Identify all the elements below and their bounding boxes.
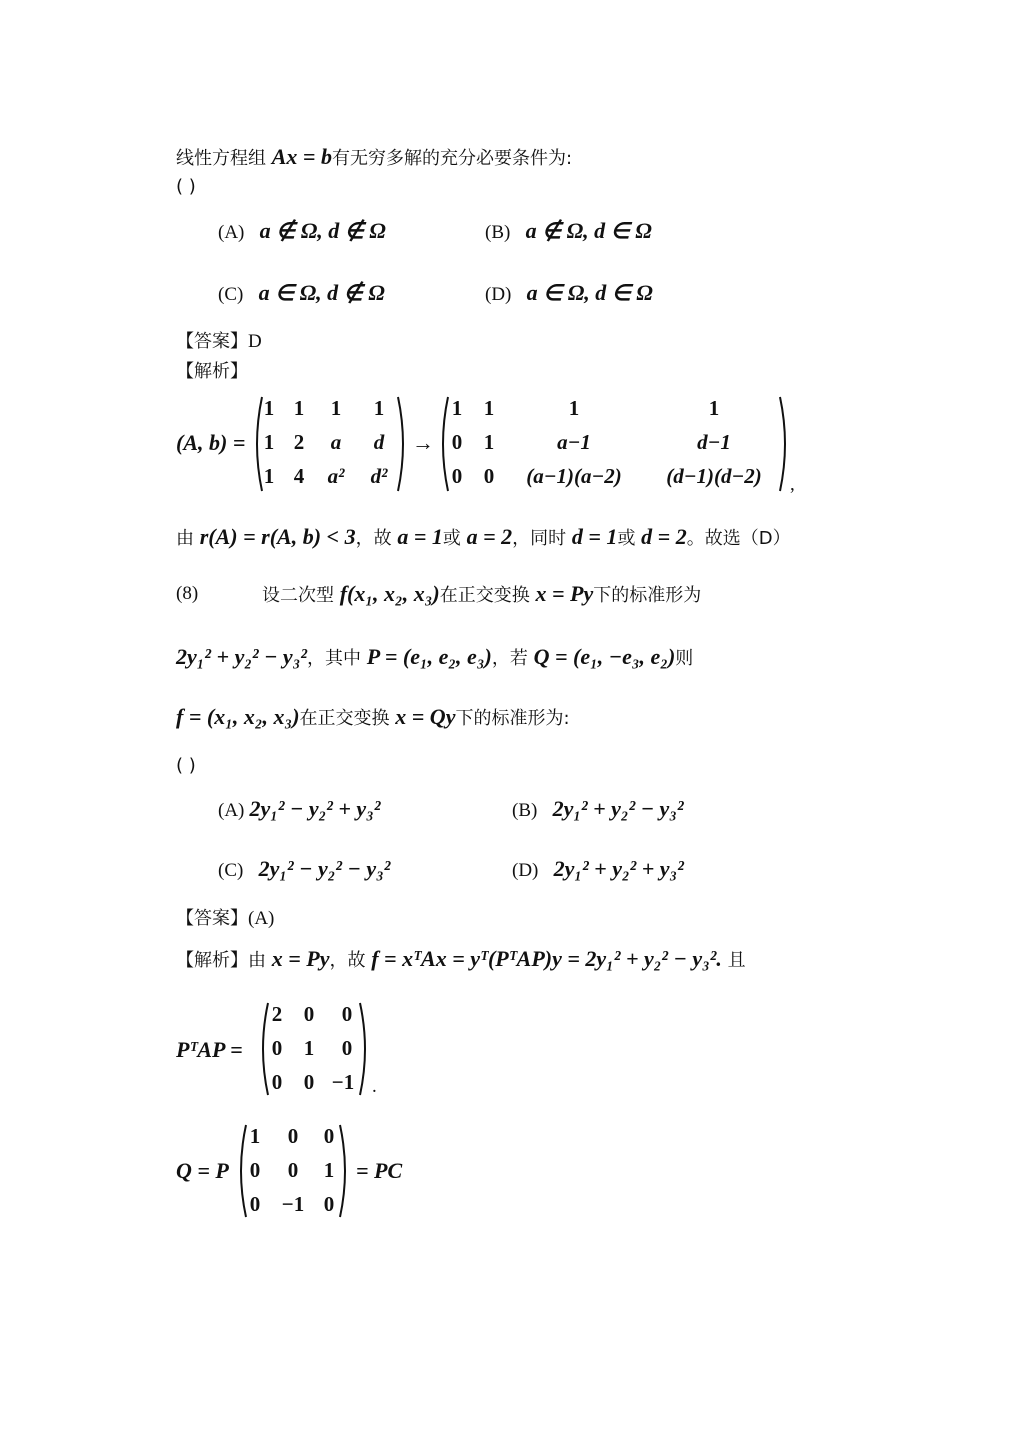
q7-blank: ( ) — [176, 176, 196, 197]
matrix-cell: 1 — [303, 1036, 315, 1060]
matrix-cell: 1 — [293, 396, 305, 420]
matrix-cell: 1 — [708, 396, 720, 420]
matrix-cell: (a−1)(a−2) — [526, 464, 622, 488]
matrix-cell: 0 — [287, 1124, 299, 1148]
matrix-cell: 0 — [341, 1002, 353, 1026]
matrix-cell: 1 — [249, 1124, 261, 1148]
matrix-cell: 1 — [323, 1158, 335, 1182]
q8-stem-line3: f = (x₁, x₂, x₃)在正交变换 x = Qy下的标准形为: — [176, 704, 570, 729]
matrix-cell: a — [330, 430, 342, 454]
q7-matrix-right — [436, 394, 792, 494]
q8-q-rhs: = PC — [356, 1158, 403, 1183]
matrix-cell: 1 — [263, 396, 275, 420]
matrix-cell: d — [373, 430, 385, 454]
q8-ptap-trail: . — [372, 1076, 377, 1097]
matrix-cell: 1 — [330, 396, 342, 420]
matrix-cell: 1 — [568, 396, 580, 420]
q8-option-b: (B) 2y₁² + y₂² − y₃² — [512, 796, 684, 821]
matrix-cell: 0 — [271, 1070, 283, 1094]
matrix-cell: 1 — [263, 430, 275, 454]
matrix-cell: 0 — [249, 1192, 261, 1216]
matrix-cell: 0 — [323, 1192, 335, 1216]
matrix-cell: 0 — [303, 1070, 315, 1094]
matrix-cell: 0 — [341, 1036, 353, 1060]
matrix-cell: 0 — [287, 1158, 299, 1182]
matrix-cell: 0 — [271, 1036, 283, 1060]
q8-ptap-lhs: PᵀAP = — [176, 1037, 243, 1062]
q7-option-d: (D) a ∈ Ω, d ∈ Ω — [485, 280, 653, 305]
matrix-cell: a² — [327, 464, 345, 488]
matrix-cell: 4 — [293, 464, 305, 488]
matrix-cell: d−1 — [697, 430, 731, 454]
q8-option-a: (A) 2y₁² − y₂² + y₃² — [218, 796, 381, 821]
q8-stem-line2: 2y₁² + y₂² − y₃²，其中 P = (e₁, e₂, e₃)，若 Q = (e₁, −e₃, e₂)则 — [176, 644, 694, 669]
matrix-cell: 1 — [483, 396, 495, 420]
q8-q-lhs: Q = P — [176, 1158, 229, 1183]
matrix-cell: d² — [370, 464, 388, 488]
matrix-cell: 2 — [293, 430, 305, 454]
matrix-cell: −1 — [331, 1070, 355, 1094]
matrix-cell: 0 — [303, 1002, 315, 1026]
q7-option-b: (B) a ∉ Ω, d ∈ Ω — [485, 218, 652, 243]
q7-arrow: → — [412, 430, 434, 455]
q7-matrix-left — [250, 394, 410, 494]
q8-q-matrix — [234, 1122, 352, 1220]
q8-stem-line1: 设二次型 f(x₁, x₂, x₃)在正交变换 x = Py下的标准形为 — [262, 581, 702, 606]
matrix-cell: 0 — [451, 430, 463, 454]
matrix-cell: 1 — [373, 396, 385, 420]
matrix-cell: (d−1)(d−2) — [666, 464, 762, 488]
q7-answer: 【答案】D — [176, 331, 262, 352]
matrix-cell: 1 — [451, 396, 463, 420]
matrix-cell: 0 — [323, 1124, 335, 1148]
q7-analysis-label: 【解析】 — [176, 361, 248, 382]
q8-analysis: 【解析】由 x = Py，故 f = xᵀAx = yᵀ(PᵀAP)y = 2y₁² + y₂² − y₃². 且 — [176, 946, 746, 971]
q7-option-a: (A) a ∉ Ω, d ∉ Ω — [218, 218, 386, 243]
q7-conclusion: 由 r(A) = r(A, b) < 3，故 a = 1或 a = 2，同时 d = 1或 d = 2。故选（D） — [176, 524, 791, 549]
matrix-cell: 0 — [249, 1158, 261, 1182]
q8-option-d: (D) 2y₁² + y₂² + y₃² — [512, 856, 684, 881]
q8-answer: 【答案】(A) — [176, 908, 275, 929]
matrix-cell: 0 — [483, 464, 495, 488]
q7-aug-lhs: (A, b) = — [176, 430, 246, 455]
q8-option-c: (C) 2y₁² − y₂² − y₃² — [218, 856, 391, 881]
matrix-cell: 0 — [451, 464, 463, 488]
q8-number: (8) — [176, 583, 199, 604]
matrix-cell: 2 — [271, 1002, 283, 1026]
q7-stem: 线性方程组 Ax = b有无穷多解的充分必要条件为: — [176, 144, 573, 169]
q7-trail-comma: , — [790, 474, 795, 495]
matrix-cell: a−1 — [557, 430, 591, 454]
matrix-cell: 1 — [483, 430, 495, 454]
q8-ptap-matrix — [256, 1000, 372, 1098]
q7-option-c: (C) a ∈ Ω, d ∉ Ω — [218, 280, 385, 305]
matrix-cell: 1 — [263, 464, 275, 488]
matrix-cell: −1 — [281, 1192, 305, 1216]
q8-blank: ( ) — [176, 755, 196, 776]
